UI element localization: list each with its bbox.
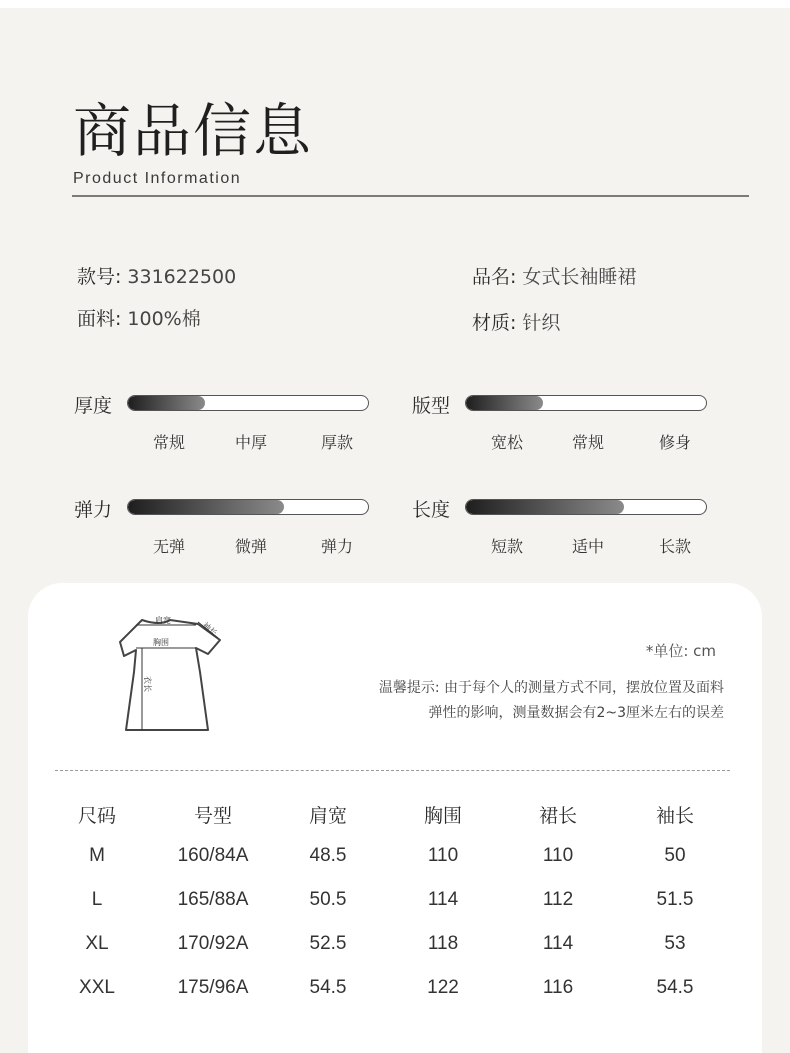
diagram-chest-label: 胸围 xyxy=(153,638,169,647)
table-cell: 118 xyxy=(427,933,459,954)
info-material xyxy=(472,308,560,335)
info-name xyxy=(472,262,636,289)
dress-outline xyxy=(120,620,220,730)
info-value: 针织 xyxy=(522,312,561,334)
table-cell: 114 xyxy=(427,889,459,910)
unit-note: *单位: cm xyxy=(645,642,716,660)
attr-fill xyxy=(128,500,284,514)
table-cell: 53 xyxy=(664,933,686,954)
tip-line: 温馨提示: 由于每个人的测量方式不同，摆放位置及面料 xyxy=(378,680,724,696)
table-cell: 110 xyxy=(542,845,574,866)
page-title: 商品信息 xyxy=(73,97,314,165)
table-header-cell: 裙长 xyxy=(538,805,577,827)
table-cell: 170/92A xyxy=(177,933,249,954)
measurement-tip xyxy=(379,676,724,726)
title-divider xyxy=(72,195,749,197)
table-cell: 116 xyxy=(542,977,574,998)
info-value: 331622500 xyxy=(127,266,237,288)
info-value: 100%棉 xyxy=(127,308,201,330)
info-label: 款号: xyxy=(77,266,122,288)
table-cell: 48.5 xyxy=(309,845,347,866)
table-cell: 50 xyxy=(664,845,686,866)
table-header-cell: 肩宽 xyxy=(308,805,347,827)
attr-thickness-label: 厚度 xyxy=(74,395,113,417)
table-cell: 51.5 xyxy=(656,889,694,910)
attr-length-bar xyxy=(465,499,707,515)
attr-option: 无弹 xyxy=(152,537,185,556)
attr-length-label: 长度 xyxy=(412,499,451,521)
table-cell: 165/88A xyxy=(177,889,249,910)
table-cell: M xyxy=(89,845,105,866)
attr-option: 短款 xyxy=(490,537,523,556)
attr-option: 微弹 xyxy=(234,537,267,556)
attr-option: 常规 xyxy=(571,433,604,452)
attr-fill xyxy=(466,396,543,410)
info-style-no xyxy=(77,262,236,289)
table-cell: 52.5 xyxy=(309,933,347,954)
table-cell: 160/84A xyxy=(177,845,249,866)
info-value: 女式长袖睡裙 xyxy=(522,266,637,288)
diagram-shoulder-label: 肩宽 xyxy=(155,616,171,625)
table-header-cell: 号型 xyxy=(193,805,232,827)
attr-thickness-bar xyxy=(127,395,369,411)
table-cell: 175/96A xyxy=(177,977,249,998)
info-fabric xyxy=(77,304,201,331)
page-subtitle: Product Information xyxy=(73,170,242,187)
attr-option: 中厚 xyxy=(234,433,267,452)
attr-fit-bar xyxy=(465,395,707,411)
table-cell: 54.5 xyxy=(656,977,694,998)
dress-measurement-diagram xyxy=(112,612,232,738)
table-cell: 112 xyxy=(542,889,574,910)
table-cell: 54.5 xyxy=(309,977,347,998)
table-cell: 110 xyxy=(427,845,459,866)
table-cell: XXL xyxy=(79,977,115,998)
attr-option: 修身 xyxy=(658,433,691,452)
table-cell: XL xyxy=(85,933,109,954)
attr-fill xyxy=(128,396,205,410)
dashed-divider xyxy=(55,770,730,771)
table-cell: 114 xyxy=(542,933,574,954)
attr-option: 宽松 xyxy=(490,433,523,452)
table-header-cell: 胸围 xyxy=(423,805,462,827)
page-top-strip xyxy=(0,0,790,8)
diagram-sleeve-label: 袖长 xyxy=(200,620,219,638)
attr-option: 弹力 xyxy=(320,537,353,556)
attr-option: 常规 xyxy=(152,433,185,452)
table-cell: 50.5 xyxy=(309,889,347,910)
attr-option: 长款 xyxy=(658,537,691,556)
attr-elasticity-bar xyxy=(127,499,369,515)
table-cell: 122 xyxy=(427,977,459,998)
attr-fit-label: 版型 xyxy=(412,395,451,417)
table-cell: L xyxy=(91,889,103,910)
table-header-cell: 袖长 xyxy=(655,805,694,827)
table-header-cell: 尺码 xyxy=(77,805,116,827)
tip-line: 弹性的影响，测量数据会有2~3厘米左右的误差 xyxy=(428,705,724,721)
info-label: 品名: xyxy=(472,266,517,288)
attr-fill xyxy=(466,500,624,514)
info-label: 材质: xyxy=(472,312,517,334)
attr-option: 厚款 xyxy=(320,433,353,452)
info-label: 面料: xyxy=(77,308,122,330)
attr-elasticity-label: 弹力 xyxy=(74,499,113,521)
diagram-length-label: 衣长 xyxy=(143,676,152,692)
attr-option: 适中 xyxy=(571,537,604,556)
